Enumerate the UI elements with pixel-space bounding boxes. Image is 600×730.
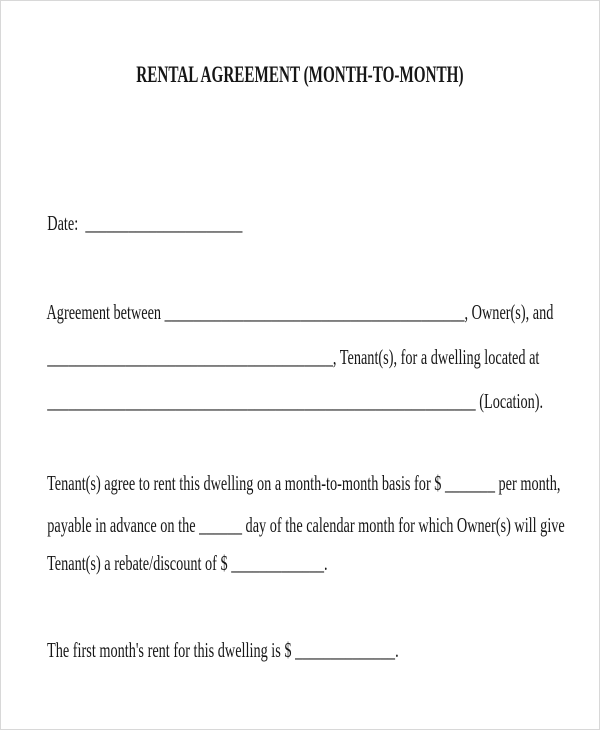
first-month-post-text: .	[395, 638, 399, 662]
rent-clause-line-3	[33, 524, 328, 602]
monthly-rent-blank-field: _______	[444, 471, 495, 495]
agreement-clause-line-3	[33, 362, 543, 440]
location-blank-field: ____________________________________________________________	[47, 389, 476, 413]
day-of-month-blank-field: ______	[199, 513, 242, 537]
rent-post-text: per month,	[494, 471, 561, 495]
first-month-rent-line	[33, 611, 399, 689]
payable-post-text: day of the calendar month for which Owner(s) will give	[241, 513, 565, 537]
rebate-post-text: .	[324, 551, 328, 575]
first-month-pre-text: The first month's rent for this dwelling is $	[47, 638, 296, 662]
first-month-rent-blank-field: ______________	[295, 638, 396, 662]
rebate-pre-text: Tenant(s) a rebate/discount of $	[47, 551, 232, 575]
date-blank-field: ______________________	[85, 211, 243, 235]
location-post-text: (Location).	[475, 389, 544, 413]
title-row	[1, 62, 599, 88]
agreement-pre-text: Agreement between	[46, 300, 165, 324]
rebate-discount-blank-field: _____________	[231, 551, 325, 575]
owner-name-blank-field: __________________________________________	[164, 300, 465, 324]
date-label: Date:	[47, 211, 86, 235]
payable-pre-text: payable in advance on the	[47, 513, 200, 537]
rent-pre-text: Tenant(s) agree to rent this dwelling on a month-to-month basis for $	[47, 471, 445, 495]
tenant-post-text: , Tenant(s), for a dwelling located at	[332, 345, 540, 369]
document-title: RENTAL AGREEMENT (MONTH-TO-MONTH)	[136, 62, 464, 87]
tenant-name-blank-field: ________________________________________	[47, 345, 333, 369]
owner-post-text: , Owner(s), and	[464, 300, 554, 324]
date-line	[33, 184, 242, 262]
